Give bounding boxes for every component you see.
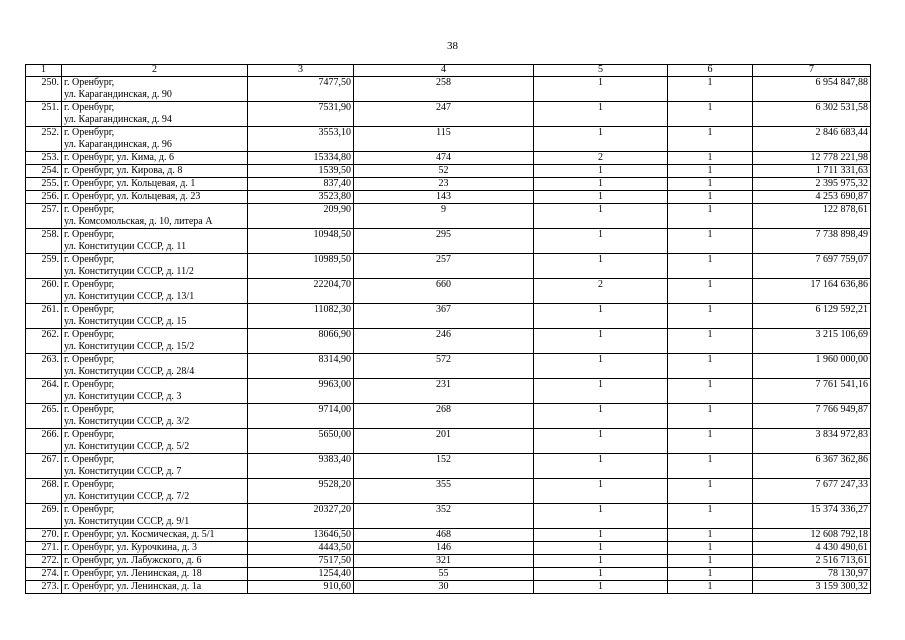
area-cell: 11082,30 — [248, 304, 354, 329]
row-number: 251. — [26, 102, 62, 127]
table-row — [26, 354, 871, 379]
area-cell: 8066,90 — [248, 329, 354, 354]
row-number: 265. — [26, 404, 62, 429]
residents-cell: 468 — [354, 529, 534, 542]
residents-cell: 23 — [354, 178, 534, 191]
column-6-cell: 1 — [668, 479, 753, 504]
residents-cell: 572 — [354, 354, 534, 379]
column-6-cell: 1 — [668, 191, 753, 204]
column-5-cell: 2 — [534, 152, 668, 165]
residents-cell: 231 — [354, 379, 534, 404]
cost-cell: 3 159 300,32 — [753, 581, 871, 594]
column-header: 1 — [26, 65, 62, 77]
column-header: 5 — [534, 65, 668, 77]
table-row — [26, 127, 871, 152]
residents-cell: 246 — [354, 329, 534, 354]
area-cell: 22204,70 — [248, 279, 354, 304]
address-line-2: ул. Карагандинская, д. 90 — [64, 89, 172, 100]
row-number: 264. — [26, 379, 62, 404]
area-cell: 9963,00 — [248, 379, 354, 404]
address-line-1: г. Оренбург, — [64, 379, 115, 390]
address-line-2: ул. Конституции СССР, д. 15 — [64, 316, 187, 327]
area-cell: 3553,10 — [248, 127, 354, 152]
address-cell — [62, 581, 248, 594]
column-5-cell: 1 — [534, 165, 668, 178]
row-number: 250. — [26, 77, 62, 102]
area-cell: 7517,50 — [248, 555, 354, 568]
residents-cell: 474 — [354, 152, 534, 165]
cost-cell: 7 677 247,33 — [753, 479, 871, 504]
address-line-1: г. Оренбург, — [64, 454, 115, 465]
column-5-cell: 1 — [534, 404, 668, 429]
table-row — [26, 152, 871, 165]
area-cell: 1539,50 — [248, 165, 354, 178]
table-row — [26, 191, 871, 204]
table-row — [26, 254, 871, 279]
column-header: 6 — [668, 65, 753, 77]
column-6-cell: 1 — [668, 429, 753, 454]
column-5-cell: 1 — [534, 429, 668, 454]
address-line-2: ул. Конституции СССР, д. 7/2 — [64, 491, 190, 502]
residents-cell: 367 — [354, 304, 534, 329]
address-cell — [62, 127, 248, 152]
row-number: 271. — [26, 542, 62, 555]
address-cell — [62, 165, 248, 178]
address-line-1: г. Оренбург, — [64, 429, 115, 440]
residents-cell: 268 — [354, 404, 534, 429]
residents-cell: 152 — [354, 454, 534, 479]
table-row — [26, 329, 871, 354]
cost-cell: 15 374 336,27 — [753, 504, 871, 529]
table-row — [26, 178, 871, 191]
area-cell: 5650,00 — [248, 429, 354, 454]
address-line-1: г. Оренбург, — [64, 479, 115, 490]
address-cell — [62, 404, 248, 429]
address-line-1: г. Оренбург, — [64, 329, 115, 340]
row-number: 263. — [26, 354, 62, 379]
address-cell — [62, 354, 248, 379]
address-cell — [62, 479, 248, 504]
address-line-1: г. Оренбург, — [64, 404, 115, 415]
column-5-cell: 1 — [534, 479, 668, 504]
column-header: 3 — [248, 65, 354, 77]
address-line-2: ул. Карагандинская, д. 96 — [64, 139, 172, 150]
cost-cell: 7 761 541,16 — [753, 379, 871, 404]
table-row — [26, 229, 871, 254]
row-number: 258. — [26, 229, 62, 254]
area-cell: 20327,20 — [248, 504, 354, 529]
address-cell — [62, 542, 248, 555]
address-line-2: ул. Конституции СССР, д. 28/4 — [64, 366, 195, 377]
column-5-cell: 1 — [534, 568, 668, 581]
residents-cell: 30 — [354, 581, 534, 594]
column-6-cell: 1 — [668, 102, 753, 127]
column-header: 2 — [62, 65, 248, 77]
address-line-1: г. Оренбург, — [64, 229, 115, 240]
address-line-2: ул. Конституции СССР, д. 9/1 — [64, 516, 190, 527]
address-line-1: г. Оренбург, — [64, 127, 115, 138]
area-cell: 7477,50 — [248, 77, 354, 102]
table-row — [26, 504, 871, 529]
area-cell: 1254,40 — [248, 568, 354, 581]
cost-cell: 12 778 221,98 — [753, 152, 871, 165]
address-cell — [62, 555, 248, 568]
residents-cell: 115 — [354, 127, 534, 152]
address-cell — [62, 191, 248, 204]
cost-cell: 6 302 531,58 — [753, 102, 871, 127]
table-row — [26, 568, 871, 581]
address-line-2: ул. Конституции СССР, д. 15/2 — [64, 341, 195, 352]
residents-cell: 55 — [354, 568, 534, 581]
column-6-cell: 1 — [668, 404, 753, 429]
address-line-1: г. Оренбург, ул. Ленинская, д. 1а — [64, 581, 202, 592]
address-line-2: ул. Конституции СССР, д. 3 — [64, 391, 182, 402]
column-6-cell: 1 — [668, 555, 753, 568]
column-6-cell: 1 — [668, 165, 753, 178]
address-cell — [62, 229, 248, 254]
table-row — [26, 304, 871, 329]
address-cell — [62, 254, 248, 279]
column-6-cell: 1 — [668, 329, 753, 354]
table-row — [26, 165, 871, 178]
address-cell — [62, 152, 248, 165]
cost-cell: 6 129 592,21 — [753, 304, 871, 329]
column-5-cell: 1 — [534, 191, 668, 204]
cost-cell: 17 164 636,86 — [753, 279, 871, 304]
table-row — [26, 479, 871, 504]
cost-cell: 3 834 972,83 — [753, 429, 871, 454]
cost-cell: 7 738 898,49 — [753, 229, 871, 254]
cost-cell: 4 430 490,61 — [753, 542, 871, 555]
address-line-1: г. Оренбург, — [64, 304, 115, 315]
area-cell: 10989,50 — [248, 254, 354, 279]
row-number: 253. — [26, 152, 62, 165]
column-5-cell: 1 — [534, 304, 668, 329]
column-header: 4 — [354, 65, 534, 77]
column-6-cell: 1 — [668, 229, 753, 254]
column-5-cell: 1 — [534, 77, 668, 102]
cost-cell: 7 766 949,87 — [753, 404, 871, 429]
table-row — [26, 529, 871, 542]
column-header: 7 — [753, 65, 871, 77]
page-number: 38 — [447, 40, 458, 52]
column-6-cell: 1 — [668, 254, 753, 279]
row-number: 262. — [26, 329, 62, 354]
address-line-2: ул. Конституции СССР, д. 3/2 — [64, 416, 190, 427]
row-number: 256. — [26, 191, 62, 204]
column-6-cell: 1 — [668, 304, 753, 329]
column-6-cell: 1 — [668, 279, 753, 304]
column-6-cell: 1 — [668, 568, 753, 581]
residents-cell: 143 — [354, 191, 534, 204]
cost-cell: 6 367 362,86 — [753, 454, 871, 479]
address-cell — [62, 304, 248, 329]
address-cell — [62, 454, 248, 479]
table-row — [26, 279, 871, 304]
area-cell: 910,60 — [248, 581, 354, 594]
row-number: 252. — [26, 127, 62, 152]
row-number: 273. — [26, 581, 62, 594]
cost-cell: 7 697 759,07 — [753, 254, 871, 279]
cost-cell: 78 130,97 — [753, 568, 871, 581]
address-line-1: г. Оренбург, — [64, 504, 115, 515]
address-line-1: г. Оренбург, ул. Лабужского, д. 6 — [64, 555, 202, 566]
row-number: 266. — [26, 429, 62, 454]
column-6-cell: 1 — [668, 504, 753, 529]
column-5-cell: 1 — [534, 102, 668, 127]
table-row — [26, 555, 871, 568]
residents-cell: 355 — [354, 479, 534, 504]
address-line-1: г. Оренбург, ул. Кирова, д. 8 — [64, 165, 183, 176]
address-line-1: г. Оренбург, ул. Кольцевая, д. 23 — [64, 191, 201, 202]
address-line-2: ул. Конституции СССР, д. 13/1 — [64, 291, 195, 302]
table-row — [26, 204, 871, 229]
address-line-2: ул. Конституции СССР, д. 11/2 — [64, 266, 194, 277]
cost-cell: 2 395 975,32 — [753, 178, 871, 191]
cost-cell: 122 878,61 — [753, 204, 871, 229]
residents-cell: 247 — [354, 102, 534, 127]
column-5-cell: 1 — [534, 379, 668, 404]
area-cell: 9714,00 — [248, 404, 354, 429]
column-6-cell: 1 — [668, 529, 753, 542]
address-cell — [62, 77, 248, 102]
area-cell: 9528,20 — [248, 479, 354, 504]
cost-cell: 2 516 713,61 — [753, 555, 871, 568]
row-number: 268. — [26, 479, 62, 504]
cost-cell: 3 215 106,69 — [753, 329, 871, 354]
row-number: 272. — [26, 555, 62, 568]
column-5-cell: 1 — [534, 354, 668, 379]
column-6-cell: 1 — [668, 77, 753, 102]
address-line-1: г. Оренбург, ул. Кольцевая, д. 1 — [64, 178, 196, 189]
address-line-2: ул. Комсомольская, д. 10, литера А — [64, 216, 213, 227]
residents-cell: 258 — [354, 77, 534, 102]
address-cell — [62, 204, 248, 229]
residents-cell: 201 — [354, 429, 534, 454]
row-number: 255. — [26, 178, 62, 191]
address-cell — [62, 329, 248, 354]
column-6-cell: 1 — [668, 581, 753, 594]
residents-cell: 660 — [354, 279, 534, 304]
address-line-1: г. Оренбург, — [64, 254, 115, 265]
column-5-cell: 1 — [534, 329, 668, 354]
column-6-cell: 1 — [668, 178, 753, 191]
table-row — [26, 581, 871, 594]
register-table — [25, 64, 871, 594]
area-cell: 4443,50 — [248, 542, 354, 555]
cost-cell: 6 954 847,88 — [753, 77, 871, 102]
address-line-1: г. Оренбург, ул. Курочкина, д. 3 — [64, 542, 197, 553]
table-row — [26, 454, 871, 479]
address-line-1: г. Оренбург, ул. Ленинская, д. 18 — [64, 568, 202, 579]
column-5-cell: 1 — [534, 542, 668, 555]
residents-cell: 9 — [354, 204, 534, 229]
address-cell — [62, 178, 248, 191]
column-5-cell: 1 — [534, 529, 668, 542]
table-row — [26, 379, 871, 404]
area-cell: 15334,80 — [248, 152, 354, 165]
table-row — [26, 404, 871, 429]
row-number: 269. — [26, 504, 62, 529]
address-cell — [62, 379, 248, 404]
cost-cell: 1 711 331,63 — [753, 165, 871, 178]
column-5-cell: 1 — [534, 178, 668, 191]
table-row — [26, 102, 871, 127]
row-number: 267. — [26, 454, 62, 479]
area-cell: 8314,90 — [248, 354, 354, 379]
residents-cell: 352 — [354, 504, 534, 529]
address-cell — [62, 102, 248, 127]
address-line-1: г. Оренбург, — [64, 279, 115, 290]
address-line-2: ул. Конституции СССР, д. 5/2 — [64, 441, 190, 452]
area-cell: 13646,50 — [248, 529, 354, 542]
address-line-1: г. Оренбург, — [64, 354, 115, 365]
column-6-cell: 1 — [668, 542, 753, 555]
address-cell — [62, 279, 248, 304]
column-5-cell: 2 — [534, 279, 668, 304]
row-number: 254. — [26, 165, 62, 178]
column-5-cell: 1 — [534, 254, 668, 279]
cost-cell: 1 960 000,00 — [753, 354, 871, 379]
residents-cell: 52 — [354, 165, 534, 178]
area-cell: 7531,90 — [248, 102, 354, 127]
address-cell — [62, 504, 248, 529]
row-number: 257. — [26, 204, 62, 229]
row-number: 274. — [26, 568, 62, 581]
row-number: 259. — [26, 254, 62, 279]
column-5-cell: 1 — [534, 127, 668, 152]
column-6-cell: 1 — [668, 354, 753, 379]
residents-cell: 321 — [354, 555, 534, 568]
address-line-1: г. Оренбург, ул. Космическая, д. 5/1 — [64, 529, 215, 540]
table-body — [26, 77, 871, 594]
row-number: 270. — [26, 529, 62, 542]
cost-cell: 12 608 792,18 — [753, 529, 871, 542]
table-row — [26, 77, 871, 102]
column-5-cell: 1 — [534, 204, 668, 229]
area-cell: 837,40 — [248, 178, 354, 191]
residents-cell: 146 — [354, 542, 534, 555]
column-5-cell: 1 — [534, 581, 668, 594]
column-6-cell: 1 — [668, 127, 753, 152]
column-5-cell: 1 — [534, 229, 668, 254]
column-6-cell: 1 — [668, 204, 753, 229]
address-cell — [62, 568, 248, 581]
header-row — [26, 65, 871, 77]
row-number: 260. — [26, 279, 62, 304]
table-row — [26, 429, 871, 454]
address-line-2: ул. Конституции СССР, д. 11 — [64, 241, 187, 252]
area-cell: 209,90 — [248, 204, 354, 229]
residents-cell: 295 — [354, 229, 534, 254]
cost-cell: 4 253 690,87 — [753, 191, 871, 204]
address-line-1: г. Оренбург, — [64, 204, 115, 215]
address-line-1: г. Оренбург, — [64, 102, 115, 113]
address-line-1: г. Оренбург, — [64, 77, 115, 88]
column-6-cell: 1 — [668, 379, 753, 404]
address-line-1: г. Оренбург, ул. Кима, д. 6 — [64, 152, 175, 163]
address-cell — [62, 529, 248, 542]
address-cell — [62, 429, 248, 454]
area-cell: 10948,50 — [248, 229, 354, 254]
column-5-cell: 1 — [534, 454, 668, 479]
column-6-cell: 1 — [668, 454, 753, 479]
area-cell: 9383,40 — [248, 454, 354, 479]
table-row — [26, 542, 871, 555]
residents-cell: 257 — [354, 254, 534, 279]
address-line-2: ул. Карагандинская, д. 94 — [64, 114, 172, 125]
row-number: 261. — [26, 304, 62, 329]
column-5-cell: 1 — [534, 504, 668, 529]
address-line-2: ул. Конституции СССР, д. 7 — [64, 466, 182, 477]
cost-cell: 2 846 683,44 — [753, 127, 871, 152]
column-5-cell: 1 — [534, 555, 668, 568]
column-6-cell: 1 — [668, 152, 753, 165]
area-cell: 3523,80 — [248, 191, 354, 204]
